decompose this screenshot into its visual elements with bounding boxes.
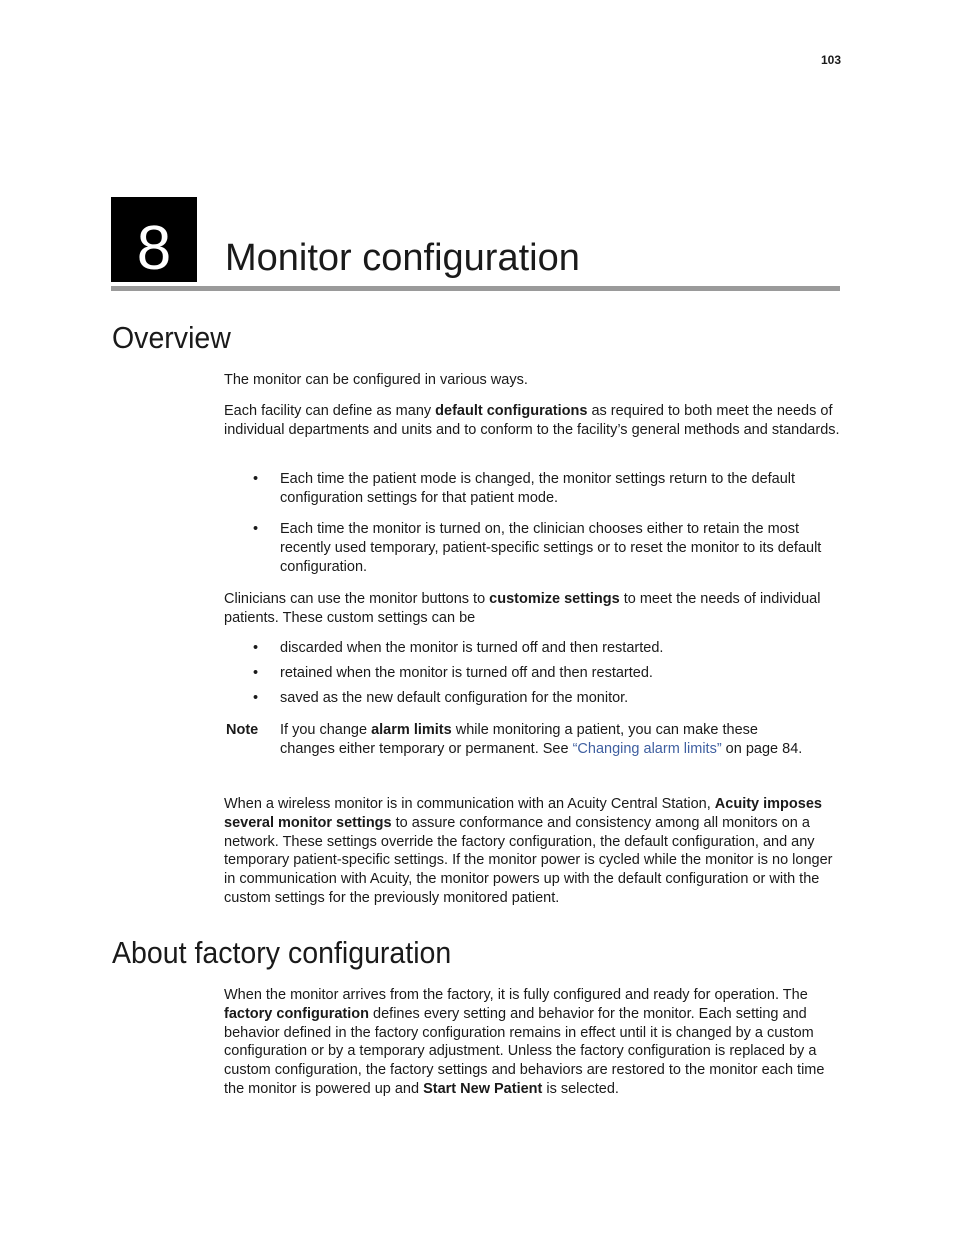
note-text: If you change alarm limits while monitoring a patient, you can make these changes either temporary or permanent. See “Changing alarm limits” on page 84. — [280, 722, 803, 757]
overview-paragraph-3: Clinicians can use the monitor buttons to customize settings to meet the needs of individual patients. These custom settings can be — [224, 591, 821, 626]
bullet-icon: • — [253, 640, 259, 656]
bullet-icon: • — [253, 471, 259, 487]
overview-paragraph-4: When a wireless monitor is in communication with an Acuity Central Station, Acuity imposes several monitor settings to assure conformance and consistency among all monitors on a network. These settings override the factory configuration, the default configuration, and any temporary patient-specific settings. If the monitor power is cycled while the monitor is no longer in communication with Acuity, the monitor powers up with the default configuration or with the custom settings for the previously monitored patient. — [224, 796, 833, 906]
overview-paragraph-2: Each facility can define as many default configurations as required to both meet the needs of individual departments and units and to conform to the facility’s general methods and standards. — [224, 403, 840, 438]
bullet-icon: • — [253, 690, 259, 706]
bullet-icon: • — [253, 521, 259, 537]
bullet-icon: • — [253, 665, 259, 681]
chapter-number: 8 — [136, 214, 172, 283]
chapter-title: Monitor configuration — [225, 237, 580, 279]
page-number: 103 — [820, 53, 841, 67]
note-label: Note — [226, 722, 259, 738]
factory-heading: About factory configuration — [112, 935, 452, 970]
chapter-rule — [111, 286, 840, 291]
chapter-number-box — [111, 197, 197, 282]
overview-paragraph-1: The monitor can be configured in various ways. — [224, 372, 528, 388]
overview-heading: Overview — [112, 320, 231, 355]
factory-paragraph: When the monitor arrives from the factory, it is fully configured and ready for operation. The factory configuration defines every setting and behavior for the monitor. Each setting and behavior defined in the factory configuration remains in effect until it is changed by a custom configuration or by a temporary adjustment. Unless the factory configuration is replaced by a custom configuration, the factory settings and behaviors are restored to the monitor each time the monitor is powered up and Start New Patient is selected. — [224, 987, 825, 1097]
changing-alarm-limits-link[interactable]: “Changing alarm limits” — [572, 740, 722, 757]
